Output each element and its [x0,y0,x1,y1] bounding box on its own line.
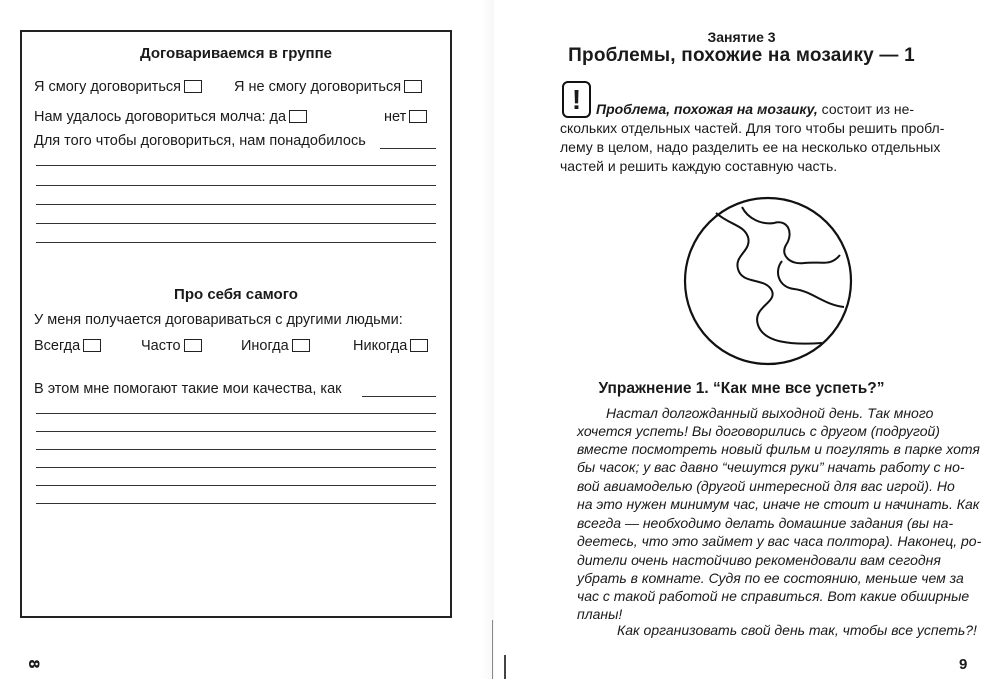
story-line: час с такой работой не справиться. Вот какие обширные [577,588,970,604]
story-line: убрать в комнате. Судя по ее состоянию, меньше чем за [577,570,964,586]
option-never[interactable] [353,338,428,354]
story-line: планы! [577,606,623,622]
story-line: на это нужен минимум час, иначе не стоит и начинать. Как [577,496,980,512]
checkbox-always[interactable] [83,339,101,352]
page-title: Проблемы, похожие на мозаику — 1 [568,45,915,66]
answer-line[interactable] [36,413,436,414]
page-shadow [480,0,494,679]
left-page [0,0,494,679]
option-sometimes[interactable] [241,338,310,354]
answer-line[interactable] [36,449,436,450]
answer-line[interactable] [36,503,436,504]
option-often[interactable] [141,338,202,354]
checkbox-can-agree[interactable] [184,80,202,93]
answer-line[interactable] [36,204,436,205]
checkbox-cannot-agree[interactable] [404,80,422,93]
option-always-label: Всегда [34,338,81,354]
answer-line[interactable] [36,431,436,432]
gutter-line [492,620,493,679]
definition-line-2: скольких отдельных частей. Для того чтобы решить пробл- [560,120,945,136]
page-number-right: 9 [959,656,968,673]
right-page [494,0,989,679]
self-prompt: У меня получается договариваться с другими людьми: [34,312,403,328]
story-line: бы часок; у вас давно “чешутся руки” начать работу с но- [577,459,965,475]
option-never-label: Никогда [353,338,408,354]
section-heading-group: Договариваемся в группе [139,45,333,62]
option-often-label: Часто [141,338,181,354]
checkbox-sometimes[interactable] [292,339,310,352]
agreed-silently-no-option[interactable] [384,109,427,125]
story-line: деетесь, что это займет у вас часа полтора). Наконец, ро- [577,533,982,549]
story-line: всегда — необходимо делать домашние задания (вы на- [577,515,954,531]
answer-line[interactable] [36,485,436,486]
definition-term: Проблема, похожая на мозаику, [596,101,818,117]
answer-line[interactable] [36,242,436,243]
option-always[interactable] [34,338,101,354]
worksheet-frame [20,30,452,618]
lesson-label: Занятие 3 [707,29,776,45]
option-sometimes-label: Иногда [241,338,289,354]
page-number-left: 8 [24,659,41,669]
story-line: вой авиамоделью (другой интересной для вас игрой). Но [577,478,955,494]
checkbox-often[interactable] [184,339,202,352]
checkbox-no[interactable] [409,110,427,123]
puzzle-circle-icon [682,195,854,367]
agreed-silently-label: Нам удалось договориться молча: да [34,109,287,125]
no-label: нет [384,109,407,125]
definition-line-3: лему в целом, надо разделить ее на несколько отдельных [560,139,941,155]
answer-line[interactable] [36,223,436,224]
answer-line[interactable] [36,185,436,186]
cannot-agree-label: Я не смогу договориться [234,79,402,95]
agreed-silently-yes-option[interactable] [34,109,307,125]
definition-text: состоит из не- [817,101,915,117]
can-agree-label: Я смогу договориться [34,79,181,95]
answer-line[interactable] [362,396,436,397]
section-heading-self: Про себя самого [174,286,298,303]
exercise-question: Как организовать свой день так, чтобы все успеть?! [617,622,977,638]
cannot-agree-option[interactable] [234,79,422,95]
definition-line-1 [596,100,914,119]
needed-to-agree-label: Для того чтобы договориться, нам понадобилось [34,133,366,149]
story-line: дители очень настойчиво рекомендовали вам сегодня [577,552,941,568]
can-agree-option[interactable] [34,79,202,95]
qualities-label: В этом мне помогают такие мои качества, как [34,381,342,397]
answer-line[interactable] [36,467,436,468]
story-line: вместе посмотреть новый фильм и погулять в парке хотя [577,441,980,457]
exercise-title: Упражнение 1. “Как мне все успеть?” [598,380,885,397]
definition-line-4: частей и решить каждую составную часть. [560,158,838,174]
story-line: Настал долгожданный выходной день. Так много [606,405,934,421]
answer-line[interactable] [380,148,436,149]
checkbox-never[interactable] [410,339,428,352]
checkbox-yes[interactable] [289,110,307,123]
exclamation-icon: ! [562,81,591,118]
answer-line[interactable] [36,165,436,166]
story-line: хочется успеть! Вы договорились с другом (подругой) [577,423,940,439]
